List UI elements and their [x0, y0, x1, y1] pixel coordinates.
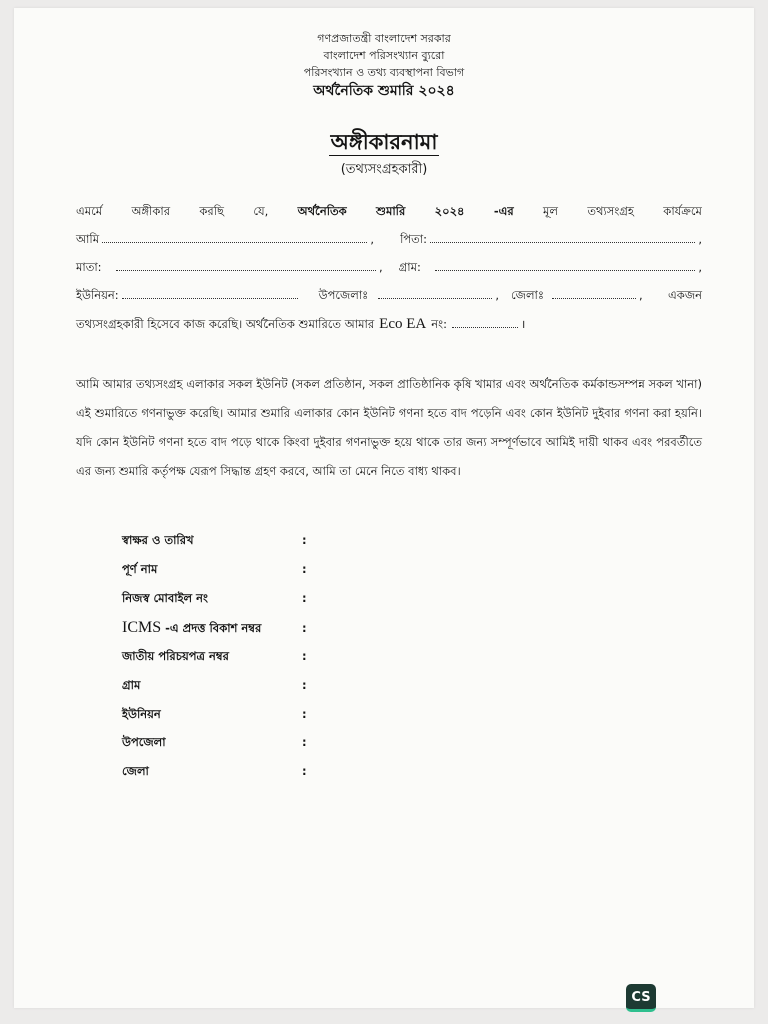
pledge-word: মূল: [543, 204, 559, 218]
form-colon: :: [302, 533, 307, 547]
pledge-survey-word: শুমারি: [376, 204, 406, 218]
form-colon: :: [302, 649, 307, 663]
header-division: পরিসংখ্যান ও তথ্য ব্যবস্থাপনা বিভাগ: [303, 66, 465, 79]
label-comma: ,: [370, 232, 375, 246]
label-gram: গ্রাম:: [398, 260, 421, 274]
pledge-survey-word: অর্থনৈতিক: [297, 204, 347, 218]
eco-ea-label: Eco EA: [379, 316, 427, 332]
pledge-word: কার্যক্রমে: [663, 204, 702, 218]
form-row-upazila: [122, 734, 422, 756]
form-label-upazila: উপজেলা: [122, 735, 166, 749]
pledge-survey-word: -এর: [493, 204, 514, 218]
pledge-word: যে,: [253, 204, 269, 218]
pledge-word: অঙ্গীকার: [131, 204, 171, 218]
label-nong: নং:: [431, 317, 447, 331]
camscanner-logo-icon: CS: [626, 984, 656, 1012]
header-government: গণপ্রজাতন্ত্রী বাংলাদেশ সরকার: [317, 32, 451, 45]
father-blank-line: [430, 231, 695, 243]
district-blank-line: [552, 287, 636, 299]
form-row-nid: [122, 648, 422, 670]
pledge-row-4: [76, 287, 702, 307]
form-row-icms: [122, 619, 422, 641]
sentence-end: ।: [520, 317, 526, 331]
form-label-nid: জাতীয় পরিচয়পত্র নম্বর: [122, 649, 229, 663]
document-header: [0, 30, 768, 101]
label-pita: পিতা:: [400, 232, 428, 246]
document-title-text: অঙ্গীকারনামা: [330, 130, 438, 154]
mother-blank-line: [116, 259, 376, 271]
upazila-blank-line: [378, 287, 492, 299]
pledge-row-3: [76, 259, 702, 279]
eco-ea-blank-line: [452, 316, 518, 328]
pledge-word: এমর্মে: [76, 204, 103, 218]
pledge-word: তথ্যসংগ্রহ: [587, 204, 634, 218]
form-colon: :: [302, 764, 307, 778]
header-survey-name: অর্থনৈতিক শুমারি ২০২৪: [313, 83, 455, 99]
form-label-district: জেলা: [122, 764, 149, 778]
form-label-signature: স্বাক্ষর ও তারিখ: [122, 533, 194, 547]
document-title: [0, 128, 768, 156]
label-union: ইউনিয়ন:: [76, 288, 119, 302]
form-row-signature: [122, 532, 422, 554]
form-row-village: [122, 677, 422, 699]
label-comma: ,: [638, 288, 643, 302]
form-colon: :: [302, 621, 307, 635]
form-row-mobile: [122, 590, 422, 612]
label-ekjon: একজন: [668, 288, 702, 302]
form-label-mobile: নিজস্ব মোবাইল নং: [122, 591, 208, 605]
form-colon: :: [302, 562, 307, 576]
pledge-row-1: [76, 203, 702, 223]
pledge-survey-word: ২০২৪: [434, 204, 465, 218]
form-label-village: গ্রাম: [122, 678, 141, 692]
form-label-full-name: পূর্ণ নাম: [122, 562, 158, 576]
label-mata: মাতা:: [76, 260, 102, 274]
form-row-full-name: [122, 561, 422, 583]
document-subtitle: (তথ্যসংগ্রহকারী): [340, 162, 428, 177]
pledge-row-2: [76, 231, 702, 251]
label-upazila: উপজেলাঃ: [318, 288, 369, 302]
declaration-paragraph: আমি আমার তথ্যসংগ্রহ এলাকার সকল ইউনিট (সকল প্রতিষ্ঠান, সকল প্রাতিষ্ঠানিক কৃষি খামার এবং অর্থনৈতিক কর্মকান্ডসম্পন্ন সকল খানা) এই শুমারিতে গণনাভুক্ত করেছি। আমার শুমারি এলাকার কোন ইউনিট গণনা হতে বাদ পড়েনি এবং কোন ইউনিট দুইবার গণনা করা হয়নি। যদি কোন ইউনিট গণনা হতে বাদ পড়ে থাকে কিংবা দুইবার গণনাভুক্ত হয়ে থাকে তার জন্য সম্পূর্ণভাবে আমিই দায়ী থাকব এবং পরবর্তীতে এর জন্য শুমারি কর্তৃপক্ষ যেরূপ সিদ্ধান্ত গ্রহণ করবে, আমি তা মেনে নিতে বাধ্য থাকব।: [76, 377, 702, 478]
label-comma: ,: [698, 232, 702, 246]
union-blank-line: [122, 287, 298, 299]
icms-prefix: ICMS: [122, 619, 162, 636]
form-label-icms: [122, 619, 302, 639]
pledge-word: করছি: [199, 204, 225, 218]
form-row-union: [122, 706, 422, 728]
label-comma: ,: [698, 260, 702, 274]
pledge-line-5-text: তথ্যসংগ্রহকারী হিসেবে কাজ করেছি। অর্থনৈতিক শুমারিতে আমার: [76, 317, 375, 331]
form-row-district: [122, 763, 422, 785]
header-bureau: বাংলাদেশ পরিসংখ্যান ব্যুরো: [323, 49, 445, 62]
form-label-union: ইউনিয়ন: [122, 707, 161, 721]
form-colon: :: [302, 591, 307, 605]
form-colon: :: [302, 735, 307, 749]
label-comma: ,: [379, 260, 383, 274]
pledge-row-5: [76, 316, 702, 336]
village-blank-line: [435, 259, 695, 271]
label-jela: জেলাঃ: [510, 288, 544, 302]
form-colon: :: [302, 707, 307, 721]
icms-suffix: -এ প্রদত্ত বিকাশ নম্বর: [165, 621, 262, 635]
name-blank-line: [102, 231, 367, 243]
label-ami: আমি: [76, 232, 100, 246]
label-comma: ,: [495, 288, 499, 302]
document-page: [14, 8, 754, 1008]
form-colon: :: [302, 678, 307, 692]
